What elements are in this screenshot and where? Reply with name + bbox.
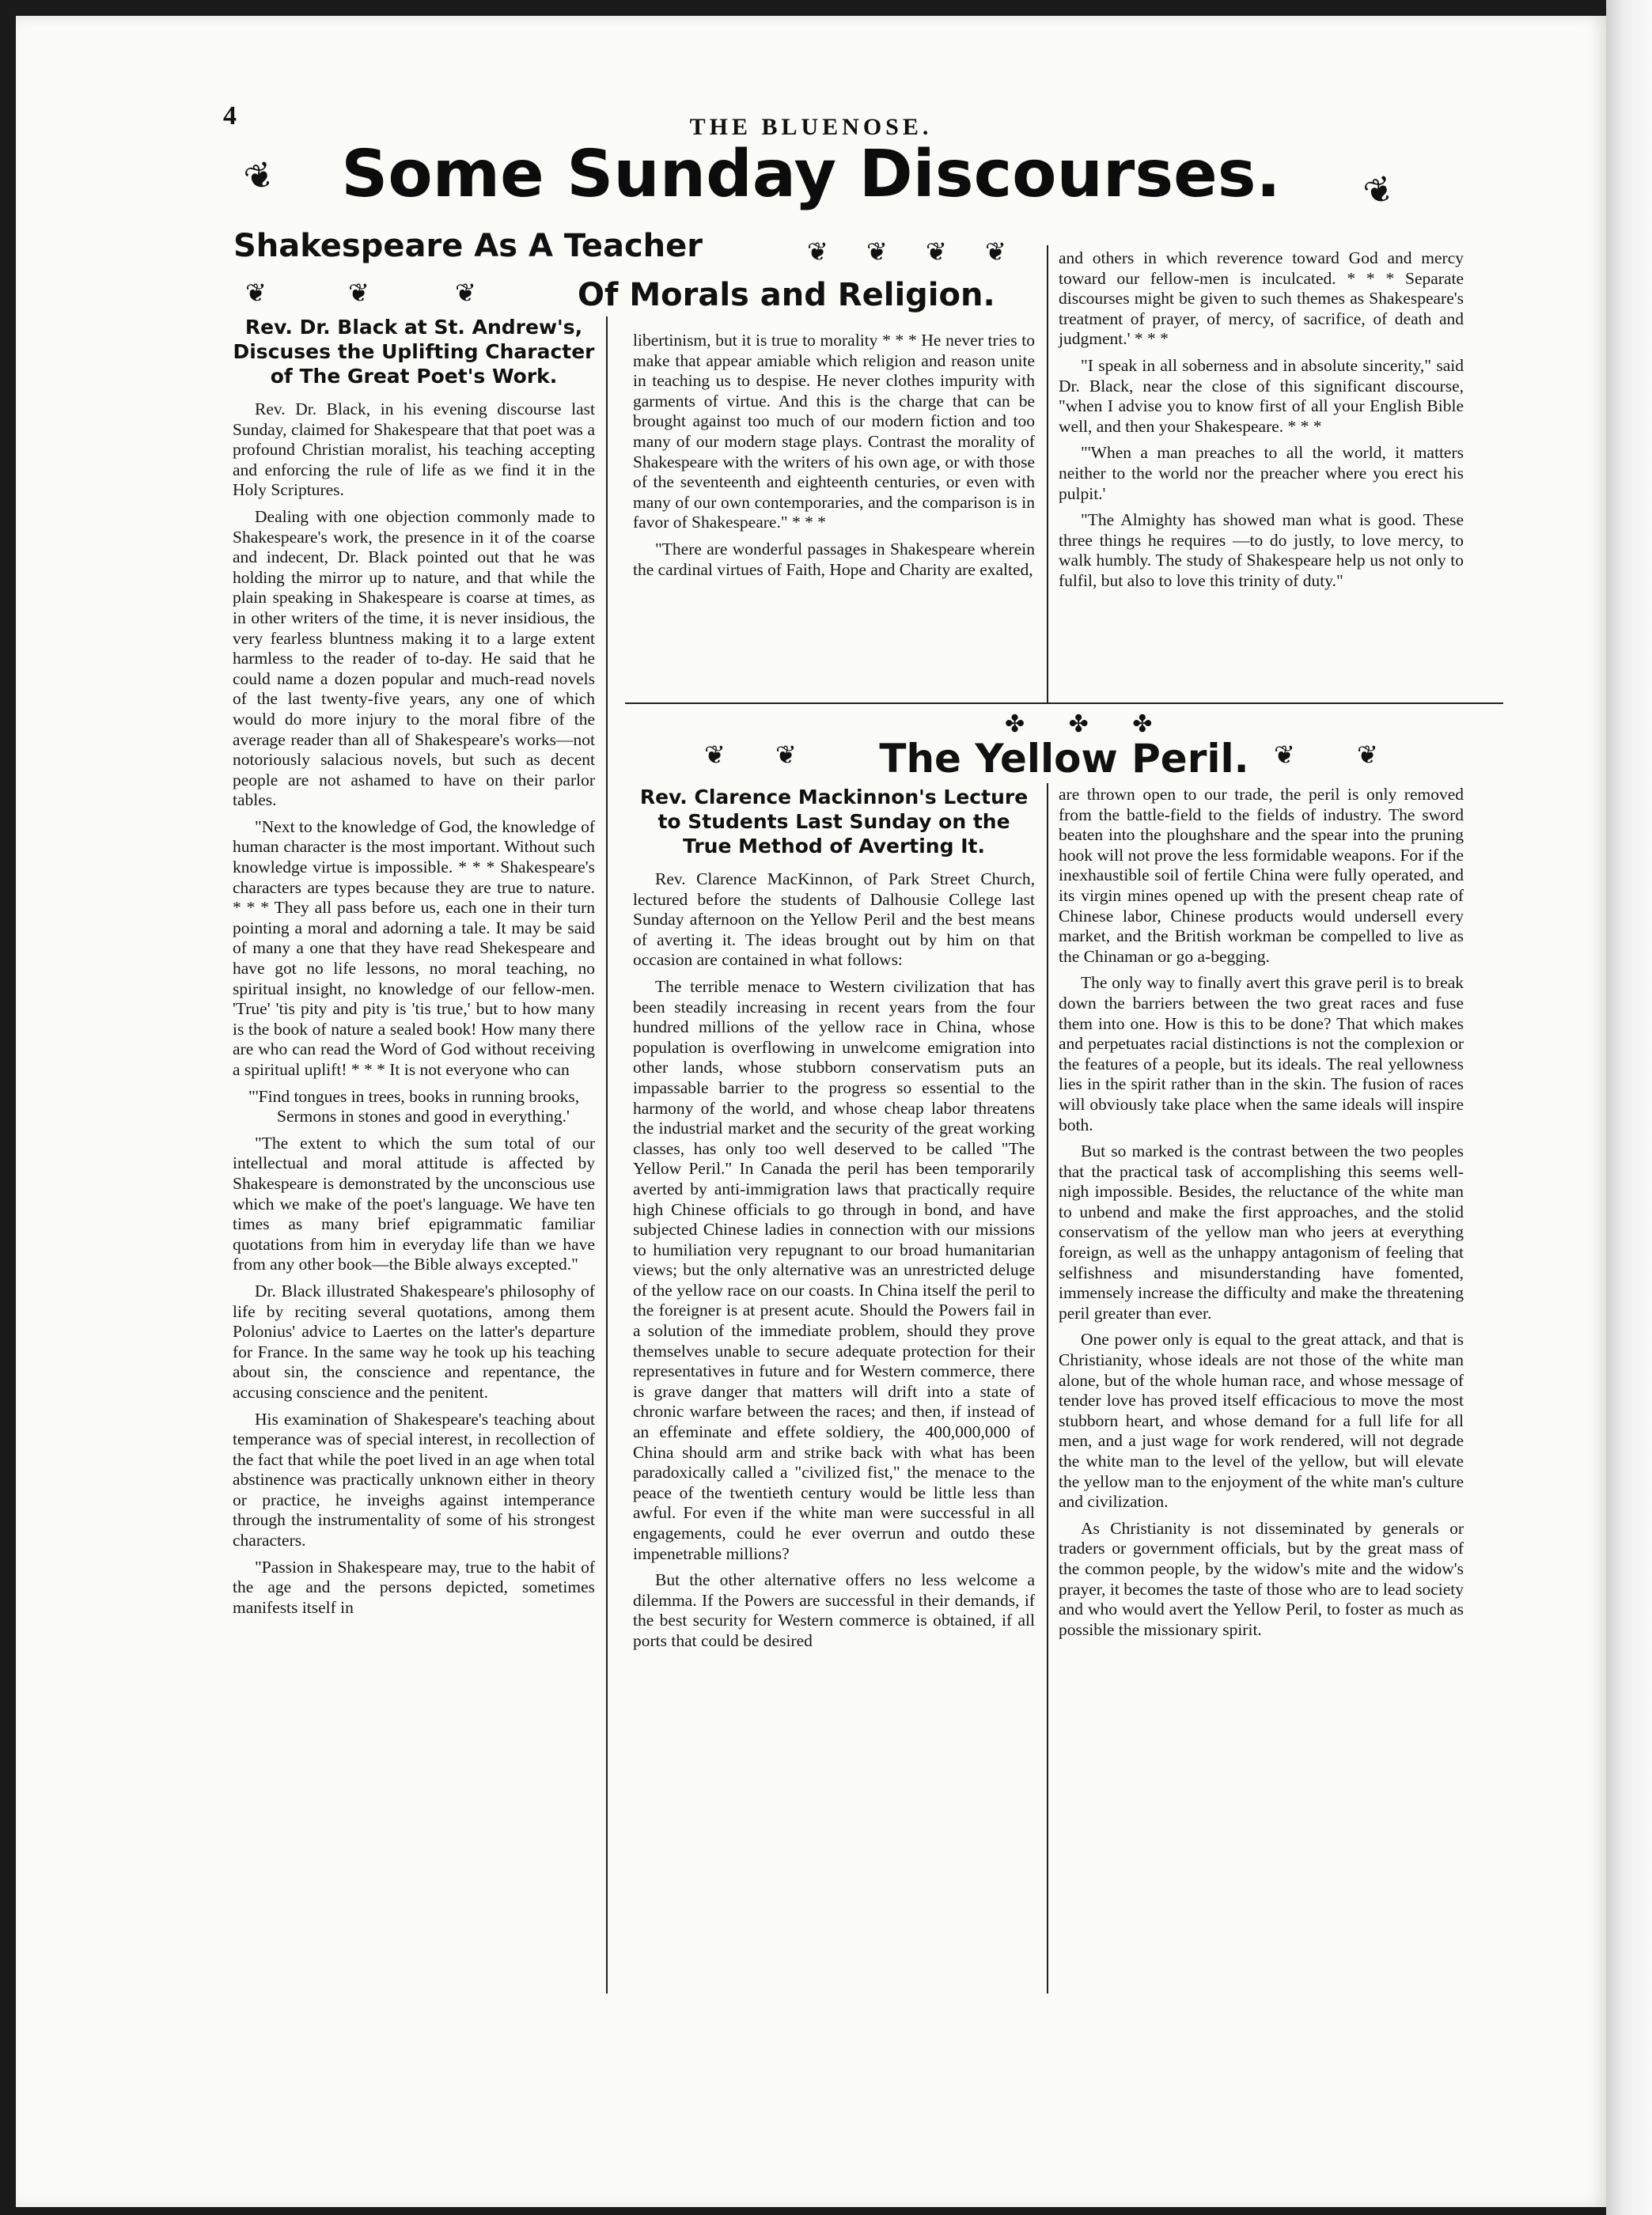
- leaf-ornament-icon: ❦: [704, 740, 726, 769]
- article-yellow-peril-column-1: [633, 785, 1035, 1658]
- paragraph: are thrown open to our trade, the peril is only removed from the battle-field to the fields of industry. The sword beaten into the ploughshare and the spear into the pruning hook will not prove the less formidable weapons. For if the inexhaustible soil of fertile China were fully operated, and its virgin mines opened up with the present cheap rate of Chinese labor, Chinese products would undersell every market, and the British workman be compelled to live as the Chinaman or go a-begging.: [1059, 785, 1464, 966]
- paragraph: "Passion in Shakespeare may, true to the habit of the age and the persons depicted, sometimes manifests itself in: [233, 1557, 595, 1617]
- leaf-ornament-icon: ❦: [239, 153, 280, 200]
- article-shakespeare-column-2: [633, 331, 1035, 586]
- column-rule: [1047, 245, 1048, 704]
- leaf-ornament-icon: ❦: [775, 740, 797, 769]
- leaf-ornament-icon: ❦: [1357, 740, 1378, 769]
- paragraph: One power only is equal to the great attack, and that is Christianity, whose ideals are not those of the white man alone, but of the whole human race, and whose message of tender love has proved itself efficacious to move the most stubborn heart, and whose demand for a full life for all men, and a just wage for work rendered, will not degrade the white man to the level of the yellow, but will elevate the yellow man to the enjoyment of the white man's culture and civilization.: [1059, 1330, 1464, 1512]
- page-headline: Some Sunday Discourses.: [341, 137, 1281, 212]
- column-rule: [1047, 783, 1048, 1994]
- paragraph: But the other alternative offers no less welcome a dilemma. If the Powers are successful in their demands, if the best security for Western commerce is obtained, if all ports that could be desired: [633, 1570, 1035, 1650]
- paragraph: Dealing with one objection commonly made to Shakespeare's work, the presence in it of the coarse and indecent, Dr. Black pointed out that he was holding the mirror up to nature, and that while the plain speaking in Shakespeare is coarse at times, as in other writers of the time, it is never insidious, the very fearless bluntness making it to a large extent harmless to the reader of to-day. He said that he could name a dozen popular and much-read novels of the last twenty-five years, any one of which would do more injury to the moral fibre of the average reader than all of Shakespeare's works—not notoriously salacious novels, but such as decent people are not ashamed to have on their parlor tables.: [233, 506, 595, 810]
- leaf-ornament-icon: ❦: [807, 237, 828, 266]
- paragraph: But so marked is the contrast between the two peoples that the practical task of accomplishing this seems well-nigh impossible. Besides, the reluctance of the white man to unbend and make the first approaches, and the stolid conservatism of the yellow man who jeers at everything foreign, as well as the unhappy antagonism of feeling that selfishness and misunderstanding have fomented, immensely increase the difficulty and make the threatening peril greater than ever.: [1059, 1142, 1464, 1323]
- star-ornaments: ✤ ✤ ✤: [1005, 711, 1172, 737]
- page-number: 4: [223, 101, 237, 131]
- paragraph: Rev. Dr. Black, in his evening discourse last Sunday, claimed for Shakespeare that that poet was a profound Christian moralist, his teaching accepting and enforcing the rule of life as we find it in the Holy Scriptures.: [233, 399, 595, 500]
- leaf-ornament-icon: ❦: [1274, 740, 1295, 769]
- deck-line-2: Of Morals and Religion.: [578, 277, 995, 313]
- page-edge: [1606, 0, 1652, 2215]
- paragraph: The only way to finally avert this grave peril is to break down the barriers between the two great races and fuse them into one. How is this to be done? That which makes and perpetuates racial distinctions is not the complexion or the features of a people, but its ideals. The real yellowness lies in the spirit rather than in the skin. The fusion of races will obviously take place when the same ideals will inspire both.: [1059, 973, 1464, 1134]
- paragraph: libertinism, but it is true to morality * * * He never tries to make that appear amiable which religion and reason unite in teaching us to despise. He never clothes impurity with garments of virtue. And this is the charge that can be brought against too much of our modern fiction and too many of our modern stage plays. Contrast the morality of Shakespeare with the writers of his own age, or with those of the seventeenth and eighteenth centuries, or even with many of our own contemporaries, and the comparison is in favor of Shakespeare." * * *: [633, 331, 1035, 532]
- paragraph: His examination of Shakespeare's teaching about temperance was of special interest, in recollection of the fact that while the poet lived in an age when total abstinence was practically unknown either in theory or practice, he inveighs against intemperance through the instrumentality of some of his strongest characters.: [233, 1409, 595, 1550]
- paragraph: "I speak in all soberness and in absolute sincerity," said Dr. Black, near the close of this significant discourse, "when I advise you to know first of all your English Bible well, and then your Shakespeare. * * *: [1059, 355, 1464, 436]
- leaf-ornament-icon: ❦: [866, 237, 888, 266]
- leaf-ornament-icon: ❦: [985, 237, 1006, 266]
- paragraph: "Next to the knowledge of God, the knowledge of human character is the most important. Without such knowledge virtue is impossible. * * * Shakespeare's characters are types because they are true to nature. * * * They all pass before us, each one in their turn pointing a moral and adorning a tale. It may be said of many a one that they have read Shekespeare and have got no life lessons, no moral teaching, no spiritual insight, no knowledge of our fellow-men. 'True' 'tis pity and pity is 'tis true,' but to how many is the book of nature a sealed book! How many there are who can read the Word of God without receiving a spiritual uplift! * * * It is not everyone who can: [233, 816, 595, 1079]
- verse-line: Sermons in stones and good in everything.': [277, 1107, 570, 1126]
- paragraph: Dr. Black illustrated Shakespeare's philosophy of life by reciting several quotations, among them Polonius' advice to Laertes on the latter's departure for France. In the same way he took up his teaching about sin, the conscience and repentance, the accusing conscience and the penitent.: [233, 1281, 595, 1402]
- leaf-ornament-icon: ❦: [926, 237, 947, 266]
- column-rule: [606, 316, 608, 1994]
- leaf-ornament-icon: ❦: [348, 278, 369, 307]
- paragraph: The terrible menace to Western civilization that has been steadily increasing in recent years from the four hundred millions of the yellow race in China, whose population is overflowing in unwelcome emigration into other lands, whose stubborn conservatism puts an impassable barrier to the progress so essential to the harmony of the world, and whose cheap labor threatens the industrial market and the security of the great working classes, has only too well deserved to be called "The Yellow Peril." In Canada the peril has been temporarily averted by anti-immigration laws that practically require high Chinese officials to go through in bond, and have subjected Chinese ladies in connection with our missions to humiliation very repugnant to our broad humanitarian views; but the only alternative was an unrestricted deluge of the yellow race on our coasts. In China itself the peril to the foreigner is at present acute. Should the Powers fail in a solution of the immediate problem, should they prove themselves unable to secure adequate protection for their representatives in future and for Western commerce, there is grave danger that matters will drift into a state of chronic warfare between the races; and then, if instead of an effeminate and effete soldiery, the 400,000,000 of China should arm and strike back with what has been paradoxically called a "civilized fist," the menace to the peace of the twentieth century would be little less than awful. For even if the white man were successful in all engagements, could he ever overrun and outdo these impenetrable millions?: [633, 976, 1035, 1563]
- article-shakespeare-column-3: [1059, 248, 1464, 598]
- leaf-ornament-icon: ❦: [455, 278, 476, 307]
- yellow-peril-headline: The Yellow Peril.: [879, 736, 1249, 782]
- paragraph: "The Almighty has showed man what is good. These three things he requires —to do justly, to love mercy, to walk humbly. The study of Shakespeare help us not only to fulfil, but also to love this trinity of duty.": [1059, 510, 1464, 590]
- paragraph: Rev. Clarence MacKinnon, of Park Street Church, lectured before the students of Dalhousie College last Sunday afternoon on the Yellow Peril and the best means of averting it. The ideas brought out by him on that occasion are contained in what follows:: [633, 869, 1035, 970]
- article-subhead: Rev. Clarence Mackinnon's Lecture to Students Last Sunday on the True Method of Averting It.: [639, 786, 1029, 858]
- newspaper-page: [16, 16, 1606, 2207]
- verse-line: "'Find tongues in trees, books in running brooks,: [248, 1086, 580, 1106]
- masthead: THE BLUENOSE.: [689, 114, 933, 140]
- article-shakespeare-column-1: [233, 315, 595, 1624]
- paragraph: "There are wonderful passages in Shakespeare wherein the cardinal virtues of Faith, Hope and Charity are exalted,: [633, 539, 1035, 579]
- paragraph: and others in which reverence toward God and mercy toward our fellow-men is inculcated. * * * Separate discourses might be given to such themes as Shakespeare's treatment of prayer, of mercy, of sacrifice, of death and judgment.' * * *: [1059, 248, 1464, 349]
- leaf-ornament-icon: ❦: [1358, 168, 1400, 214]
- deck-line-1: Shakespeare As A Teacher: [233, 228, 703, 264]
- article-yellow-peril-column-2: [1059, 785, 1464, 1646]
- paragraph: "The extent to which the sum total of our intellectual and moral attitude is affected by Shakespeare is demonstrated by the unconscious use which we make of the poet's language. We have ten times as many brief epigrammatic familiar quotations from him in everyday life than we have from any other book—the Bible always excepted.": [233, 1133, 595, 1274]
- verse-quotation: [233, 1087, 595, 1127]
- section-rule: [625, 702, 1503, 704]
- paragraph: As Christianity is not disseminated by generals or traders or government officials, but by the great mass of the common people, by the widow's mite and the widow's prayer, it becomes the taste of those who are to lead society and who would avert the Yellow Peril, to foster as much as possible the missionary spirit.: [1059, 1518, 1464, 1639]
- leaf-ornament-icon: ❦: [245, 278, 267, 307]
- article-subhead: Rev. Dr. Black at St. Andrew's, Discuses the Uplifting Character of The Great Poet's Work.: [233, 316, 595, 388]
- paragraph: "'When a man preaches to all the world, it matters neither to the world nor the preacher where you erect his pulpit.': [1059, 443, 1464, 503]
